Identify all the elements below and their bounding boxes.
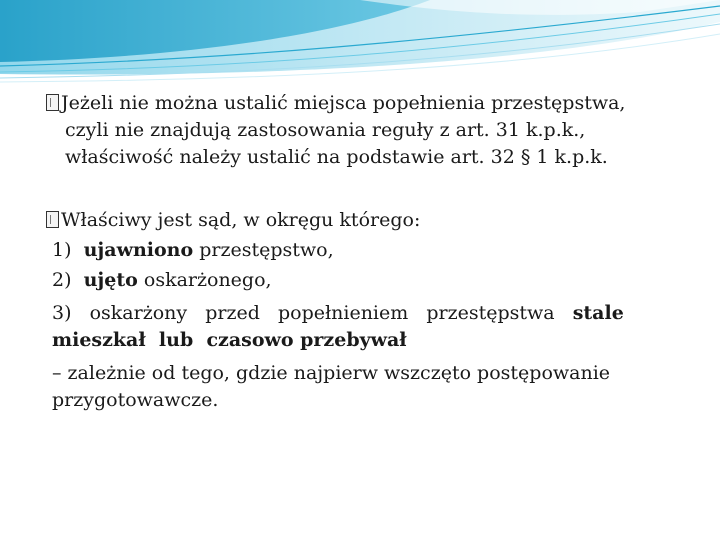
list-item-2	[52, 268, 272, 292]
tail-line1: – zależnie od tego, gdzie najpierw wszczęto postępowanie	[52, 362, 611, 384]
paragraph1-line2: czyli nie znajdują zastosowania reguły z art. 31 k.p.k.,	[65, 119, 586, 141]
list-item-3-text: oskarżony przed popełnieniem przestępstwa	[89, 302, 573, 324]
tail-line2: przygotowawcze.	[52, 389, 219, 411]
list-item-1-bold: ujawniono	[83, 239, 194, 261]
list-item-1-number: 1)	[52, 239, 72, 261]
bullet-icon	[46, 211, 59, 228]
list-item-2-rest: oskarżonego,	[137, 269, 272, 291]
list-item-3-bold1: stale	[572, 302, 624, 324]
list-item-3	[52, 301, 624, 325]
paragraph2-intro-text: Właściwy jest sąd, w okręgu którego:	[61, 209, 421, 231]
list-item-1-rest: przestępstwo,	[193, 239, 334, 261]
list-item-3-bold2: mieszkał lub czasowo przebywał	[52, 329, 407, 351]
paragraph2-intro	[46, 208, 420, 232]
list-item-3-continuation	[52, 328, 407, 352]
paragraph1-line1-text: Jeżeli nie można ustalić miejsca popełnienia przestępstwa,	[61, 92, 626, 114]
bullet-icon	[46, 94, 59, 111]
paragraph1-line3: właściwość należy ustalić na podstawie art. 32 § 1 k.p.k.	[65, 146, 608, 168]
list-item-3-number: 3)	[52, 302, 72, 324]
list-item-2-number: 2)	[52, 269, 72, 291]
list-item-2-bold: ujęto	[83, 269, 138, 291]
paragraph1-line1	[46, 91, 625, 115]
list-item-1	[52, 238, 334, 262]
